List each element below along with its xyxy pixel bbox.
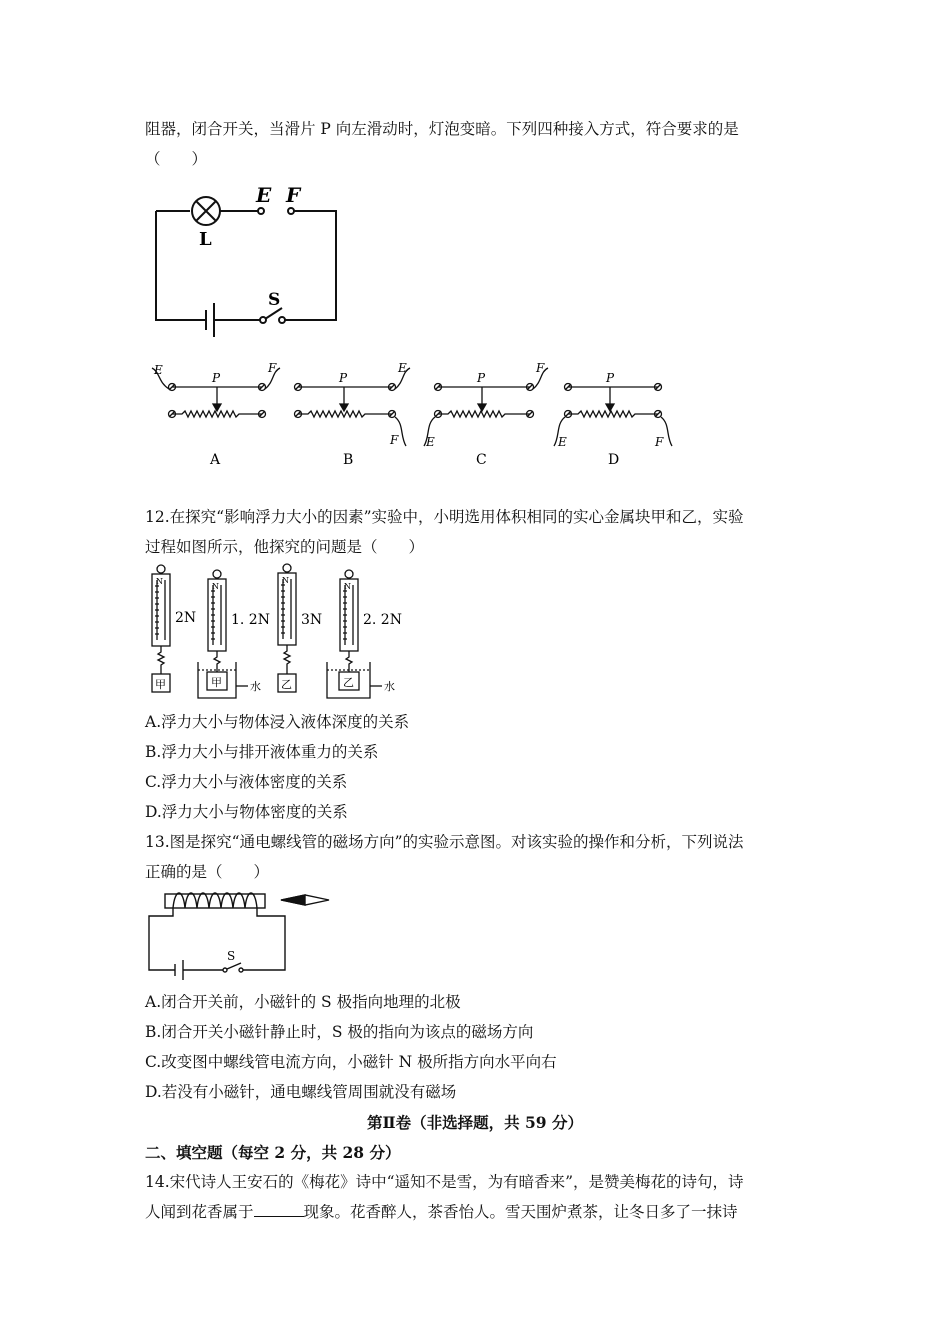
q12-choice-c: C.浮力大小与液体密度的关系	[145, 773, 348, 791]
scale-4-mark: N	[344, 582, 351, 591]
option-a-f: F	[268, 361, 277, 375]
reading-4: 2. 2N	[363, 612, 402, 628]
scale-1-mark: N	[156, 577, 163, 586]
q11-circuit-diagram	[150, 180, 350, 340]
option-b-label: B	[343, 452, 354, 468]
option-c-label: C	[476, 452, 487, 468]
option-d-label: D	[608, 452, 620, 468]
scale-3-mark: N	[282, 576, 289, 585]
section-2-title: 第Ⅱ卷（非选择题，共 59 分）	[367, 1113, 583, 1132]
q14-line-2-part-a: 人闻到花香属于	[145, 1203, 254, 1221]
option-d-p: P	[606, 371, 615, 385]
q11-line-2: （ ）	[145, 150, 208, 168]
q14-line-2-part-b: 现象。花香醉人，茶香怡人。雪天围炉煮茶，让冬日多了一抹诗	[303, 1203, 738, 1221]
scale-2-mark: N	[212, 582, 219, 591]
q12-choice-b: B.浮力大小与排开液体重力的关系	[145, 743, 379, 761]
reading-2: 1. 2N	[231, 612, 270, 628]
option-b-e: E	[398, 361, 407, 375]
option-b-p: P	[339, 371, 348, 385]
q12-line-1: 12.在探究“影响浮力大小的因素”实验中，小明选用体积相同的实心金属块甲和乙，实验	[145, 508, 744, 526]
q13-solenoid-figure	[145, 886, 345, 978]
q11-option-d	[552, 360, 682, 470]
q14-line-2	[145, 1201, 738, 1223]
block-4: 乙	[343, 676, 354, 689]
option-b-f: F	[390, 433, 399, 447]
reading-3: 3N	[301, 612, 323, 628]
q11-option-c	[420, 360, 550, 470]
option-a-p: P	[212, 371, 221, 385]
q12-spring-scale-figure	[140, 562, 420, 702]
option-c-p: P	[477, 371, 486, 385]
q12-choice-a: A.浮力大小与物体浸入液体深度的关系	[145, 713, 410, 731]
option-d-f: F	[655, 435, 664, 449]
circuit-label-s: S	[268, 290, 281, 310]
q12-line-2: 过程如图所示，他探究的问题是（ ）	[145, 538, 425, 556]
q13-choice-c: C.改变图中螺线管电流方向，小磁针 N 极所指方向水平向右	[145, 1053, 557, 1071]
q13-line-1: 13.图是探究“通电螺线管的磁场方向”的实验示意图。对该实验的操作和分析，下列说法	[145, 833, 744, 851]
block-1: 甲	[155, 678, 166, 691]
section-2-subtitle: 二、填空题（每空 2 分，共 28 分）	[145, 1143, 401, 1162]
circuit-label-l: L	[199, 229, 212, 250]
option-c-f: F	[536, 361, 545, 375]
water-label-1: 水	[250, 680, 261, 693]
option-a-e: E	[154, 363, 163, 377]
circuit-label-e: E	[256, 183, 272, 207]
block-2: 甲	[211, 676, 222, 689]
q13-line-2: 正确的是（ ）	[145, 863, 270, 881]
block-3: 乙	[281, 678, 292, 691]
circuit-label-f: F	[286, 183, 301, 207]
q14-line-1: 14.宋代诗人王安石的《梅花》诗中“遥知不是雪，为有暗香来”，是赞美梅花的诗句，诗	[145, 1173, 744, 1191]
q13-choice-a: A.闭合开关前，小磁针的 S 极指向地理的北极	[145, 993, 461, 1011]
q14-answer-blank[interactable]	[254, 1202, 304, 1217]
q13-choice-b: B.闭合开关小磁针静止时，S 极的指向为该点的磁场方向	[145, 1023, 534, 1041]
q13-choice-d: D.若没有小磁针，通电螺线管周围就没有磁场	[145, 1083, 457, 1101]
q11-line-1: 阻器，闭合开关，当滑片 P 向左滑动时，灯泡变暗。下列四种接入方式，符合要求的是	[145, 120, 739, 138]
option-a-label: A	[210, 452, 221, 468]
q12-choice-d: D.浮力大小与物体密度的关系	[145, 803, 348, 821]
q11-option-a	[148, 360, 278, 470]
q11-option-b	[282, 360, 412, 470]
reading-1: 2N	[175, 610, 197, 626]
water-label-2: 水	[384, 680, 395, 693]
option-c-e: E	[426, 435, 435, 449]
q13-switch-label: S	[227, 949, 236, 963]
option-d-e: E	[558, 435, 567, 449]
